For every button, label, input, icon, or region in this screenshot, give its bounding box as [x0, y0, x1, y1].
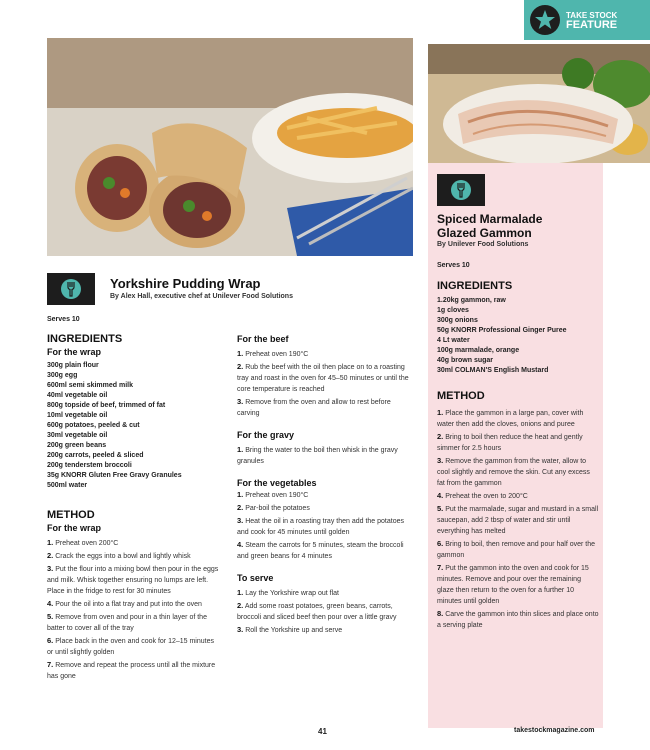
step-number: 7.: [47, 660, 54, 669]
step-text: Place the gammon in a large pan, cover with water then add the cloves, onions and puree: [437, 410, 584, 428]
step-number: 2.: [437, 432, 444, 441]
step-text: Roll the Yorkshire up and serve: [245, 627, 343, 634]
step-text: Preheat the oven to 200°C: [445, 493, 528, 500]
step-number: 1.: [237, 445, 244, 454]
ingredient-item: 200g tenderstem broccoli: [47, 462, 132, 469]
beef-heading: For the beef: [237, 334, 289, 344]
step-number: 2.: [237, 601, 244, 610]
step-number: 5.: [437, 504, 444, 513]
serve-steps: [237, 587, 415, 636]
recipe-byline-gammon: By Unilever Food Solutions: [437, 241, 529, 248]
method-step: [237, 444, 415, 467]
step-number: 1.: [237, 349, 244, 358]
method-step: [437, 490, 599, 502]
step-text: Add some roast potatoes, green beans, carrots, broccoli and sliced beef then pour over a little gravy: [237, 603, 397, 621]
veg-heading: For the vegetables: [237, 478, 317, 488]
beef-steps: [237, 348, 415, 419]
method-step: [437, 608, 599, 631]
step-number: 1.: [237, 490, 244, 499]
method-step: [437, 538, 599, 561]
ingredient-item: 100g marmalade, orange: [437, 347, 520, 354]
step-text: Put the marmalade, sugar and mustard in a small saucepan, add 2 tbsp of water and stir until everything has melted: [437, 506, 599, 535]
method-step: [237, 361, 415, 395]
step-number: 1.: [237, 588, 244, 597]
method-step: [237, 515, 415, 538]
step-text: Bring the water to the boil then whisk in the gravy granules: [237, 447, 398, 465]
method-step: [437, 431, 599, 454]
step-number: 3.: [237, 625, 244, 634]
step-number: 4.: [437, 491, 444, 500]
feature-label: [566, 11, 617, 30]
step-text: Rub the beef with the oil then place on to a roasting tray and roast in the oven for 45–50 minutes or until the core temperature is reached: [237, 364, 409, 393]
method-wrap-heading: For the wrap: [47, 523, 102, 533]
ingredients-subheading-wrap: For the wrap: [47, 347, 102, 357]
method-wrap-list: [47, 537, 222, 682]
ingredient-item: 300g onions: [437, 317, 478, 324]
step-number: 6.: [47, 636, 54, 645]
method-step: [47, 611, 222, 634]
ingredient-item: 300g egg: [47, 372, 78, 379]
ingredient-item: 200g carrots, peeled & sliced: [47, 452, 144, 459]
method-step: [237, 396, 415, 419]
step-text: Par-boil the potatoes: [245, 505, 310, 512]
method-step: [437, 455, 599, 489]
method-step: [47, 598, 222, 610]
ingredient-item: 800g topside of beef, trimmed of fat: [47, 402, 166, 409]
serves-gammon: Serves 10: [437, 262, 470, 269]
method-heading-yorkshire: METHOD: [47, 509, 95, 521]
method-step: [437, 562, 599, 607]
recipe-title-gammon-line2: Glazed Gammon: [437, 226, 532, 240]
step-text: Carve the gammon into thin slices and place onto a serving plate: [437, 611, 599, 629]
ingredient-item: 600g potatoes, peeled & cut: [47, 422, 140, 429]
ingredient-item: 40g brown sugar: [437, 357, 494, 364]
fork-icon: [47, 273, 95, 305]
gravy-steps: [237, 444, 415, 467]
step-number: 3.: [237, 516, 244, 525]
method-step: [237, 348, 415, 360]
ingredient-item: 30ml COLMAN'S English Mustard: [437, 367, 549, 374]
yorkshire-column-1: [47, 333, 222, 683]
serve-heading: To serve: [237, 573, 274, 583]
method-step: [47, 659, 222, 682]
method-list-gammon: [437, 407, 599, 631]
feature-label-line2: FEATURE: [566, 19, 618, 31]
gravy-heading: For the gravy: [237, 430, 295, 440]
step-text: Remove the gammon from the water, allow to cool slightly and remove the skin. Cut any excess fat from the gammon: [437, 458, 590, 487]
ingredients-list-gammon: [437, 296, 599, 376]
step-number: 4.: [47, 599, 54, 608]
method-step: [237, 587, 415, 599]
method-step: [237, 539, 415, 562]
recipe-title-gammon-line1: Spiced Marmalade: [437, 212, 543, 226]
method-step: [237, 624, 415, 636]
step-number: 1.: [437, 408, 444, 417]
step-number: 3.: [437, 456, 444, 465]
ingredient-item: 600ml semi skimmed milk: [47, 382, 133, 389]
method-step: [237, 502, 415, 514]
veg-steps: [237, 489, 415, 562]
ingredient-item: 1g cloves: [437, 307, 469, 314]
step-text: Preheat oven 200°C: [55, 540, 119, 547]
ingredients-heading-yorkshire: INGREDIENTS: [47, 333, 123, 345]
step-number: 7.: [437, 563, 444, 572]
ingredients-list-yorkshire: [47, 361, 222, 491]
step-text: Remove and repeat the process until all the mixture has gone: [47, 662, 216, 680]
step-number: 4.: [237, 540, 244, 549]
ingredient-item: 1.20kg gammon, raw: [437, 297, 506, 304]
ingredient-item: 500ml water: [47, 482, 88, 489]
ingredient-item: 35g KNORR Gluten Free Gravy Granules: [47, 472, 182, 479]
serves-yorkshire: Serves 10: [47, 316, 80, 323]
step-number: 3.: [237, 397, 244, 406]
gammon-photo: [428, 44, 650, 163]
step-number: 2.: [237, 503, 244, 512]
step-number: 3.: [47, 564, 54, 573]
ingredient-item: 50g KNORR Professional Ginger Puree: [437, 327, 567, 334]
step-text: Put the gammon into the oven and cook for 15 minutes. Remove and pour over the remaining glaze then return to the oven for a further 10 minutes until golden: [437, 565, 589, 605]
star-icon: [530, 5, 560, 35]
step-text: Heat the oil in a roasting tray then add the potatoes and cook for 45 minutes until golden: [237, 518, 404, 536]
ingredient-item: 40ml vegetable oil: [47, 392, 108, 399]
method-step: [47, 537, 222, 549]
step-number: 5.: [47, 612, 54, 621]
method-step: [237, 489, 415, 501]
method-step: [47, 635, 222, 658]
method-step: [47, 550, 222, 562]
recipe-title-yorkshire: Yorkshire Pudding Wrap: [110, 276, 261, 291]
step-text: Bring to boil, then remove and pour half over the gammon: [437, 541, 596, 559]
step-text: Remove from the oven and allow to rest before carving: [237, 399, 391, 417]
method-step: [237, 600, 415, 623]
step-text: Bring to boil then reduce the heat and gently simmer for 2.5 hours: [437, 434, 583, 452]
method-step: [437, 503, 599, 537]
step-text: Lay the Yorkshire wrap out flat: [245, 590, 339, 597]
recipe-byline-yorkshire: By Alex Hall, executive chef at Unilever Food Solutions: [110, 293, 293, 300]
method-step: [47, 563, 222, 597]
magazine-url: takestockmagazine.com: [514, 727, 595, 734]
ingredient-item: 4 Lt water: [437, 337, 470, 344]
gammon-column: [437, 280, 599, 632]
step-text: Place back in the oven and cook for 12–15 minutes or until slightly golden: [47, 638, 214, 656]
fork-icon: [437, 174, 485, 206]
step-text: Preheat oven 190°C: [245, 492, 309, 499]
ingredient-item: 300g plain flour: [47, 362, 99, 369]
step-number: 2.: [47, 551, 54, 560]
ingredients-heading-gammon: INGREDIENTS: [437, 280, 513, 292]
ingredient-item: 30ml vegetable oil: [47, 432, 108, 439]
step-text: Steam the carrots for 5 minutes, steam the broccoli and green beans for 4 minutes: [237, 542, 404, 560]
recipe-title-gammon: [437, 212, 542, 240]
step-text: Pour the oil into a flat tray and put into the oven: [55, 601, 202, 608]
method-step: [437, 407, 599, 430]
step-text: Preheat oven 190°C: [245, 351, 309, 358]
yorkshire-wrap-photo: [47, 38, 413, 256]
step-text: Put the flour into a mixing bowl then pour in the eggs and milk. Whisk together ensuring no lumps are left. Place in the fridge to rest for 30 minutes: [47, 566, 219, 595]
yorkshire-column-2: [237, 333, 415, 637]
step-number: 2.: [237, 362, 244, 371]
page-number: 41: [318, 727, 327, 736]
step-number: 1.: [47, 538, 54, 547]
step-number: 8.: [437, 609, 444, 618]
ingredient-item: 200g green beans: [47, 442, 107, 449]
step-text: Crack the eggs into a bowl and lightly whisk: [55, 553, 191, 560]
feature-label-line1: TAKE STOCK: [566, 11, 618, 20]
step-text: Remove from oven and pour in a thin layer of the batter to cover all of the tray: [47, 614, 207, 632]
method-heading-gammon: METHOD: [437, 390, 485, 402]
step-number: 6.: [437, 539, 444, 548]
ingredient-item: 10ml vegetable oil: [47, 412, 108, 419]
